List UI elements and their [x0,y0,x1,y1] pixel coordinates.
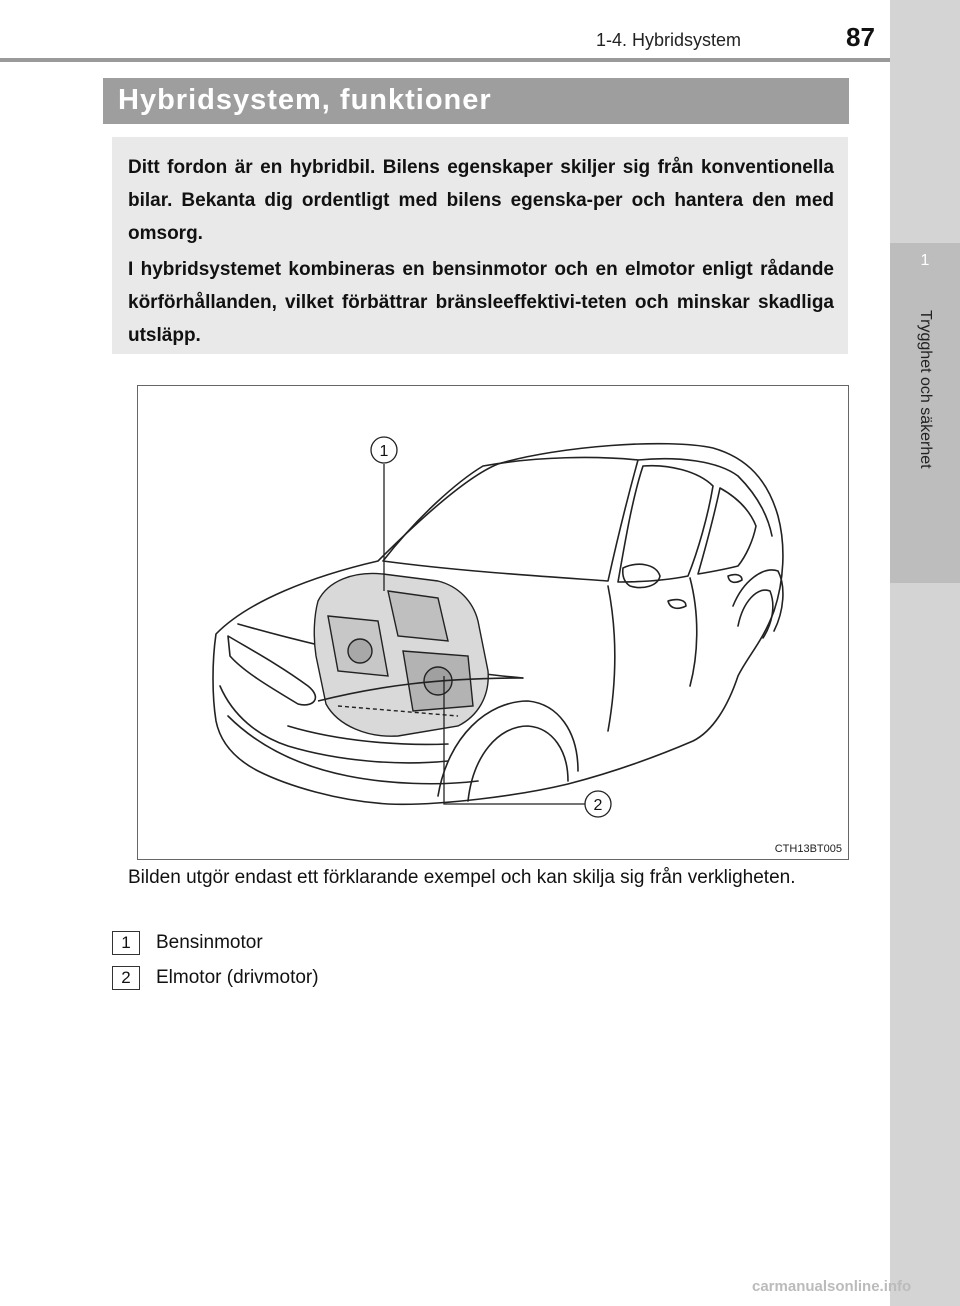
legend-label: Bensinmotor [156,932,263,953]
figure-caption: Bilden utgör endast ett förklarande exempel och kan skilja sig från verkligheten. [128,867,796,888]
sidebar-thumb-index [890,0,960,1306]
rear-wheel [738,590,773,638]
door-line [608,586,615,731]
watermark: carmanualsonline.info [752,1278,912,1295]
car-body-outline [213,444,783,805]
legend-item-2 [112,964,512,992]
callout-1-label: 1 [379,443,389,460]
sidebar-chapter-title: Trygghet och säkerhet [917,310,934,469]
engine-illustration [314,573,488,736]
intro-paragraph-2: I hybridsystemet kombineras en bensinmotor och en elmotor enligt rådande körförhållanden, vilket förbättrar bränsleeffektivi-teten och minskar skadliga utsläpp. [128,259,834,346]
rear-side-window [698,488,756,574]
rear-wheel-arch [733,570,783,631]
intro-paragraph-1: Ditt fordon är en hybridbil. Bilens egenskaper skiljer sig från konventionella bilar. Bekanta dig ordentligt med bilens egenska-per och hantera den med omsorg. [128,157,834,244]
callout-2-marker [585,791,611,817]
page-number: 87 [846,22,875,52]
header-rule [0,58,890,62]
car-illustration-figure [137,385,849,860]
callout-2-label: 2 [593,797,603,814]
legend-number-badge: 2 [112,966,140,990]
front-wheel [468,726,568,801]
sidebar-chapter-number: 1 [920,252,930,269]
legend-number-badge: 1 [112,931,140,955]
figure-code: CTH13BT005 [774,843,842,855]
legend-label: Elmotor (drivmotor) [156,967,319,988]
side-mirror [623,564,660,587]
callout-1-marker [371,437,397,463]
legend-item-1 [112,929,512,957]
car-line-drawing [138,386,848,859]
headlight [228,636,315,705]
section-title: Hybridsystem, funktioner [118,84,492,116]
running-header-section: 1-4. Hybridsystem [596,30,742,50]
